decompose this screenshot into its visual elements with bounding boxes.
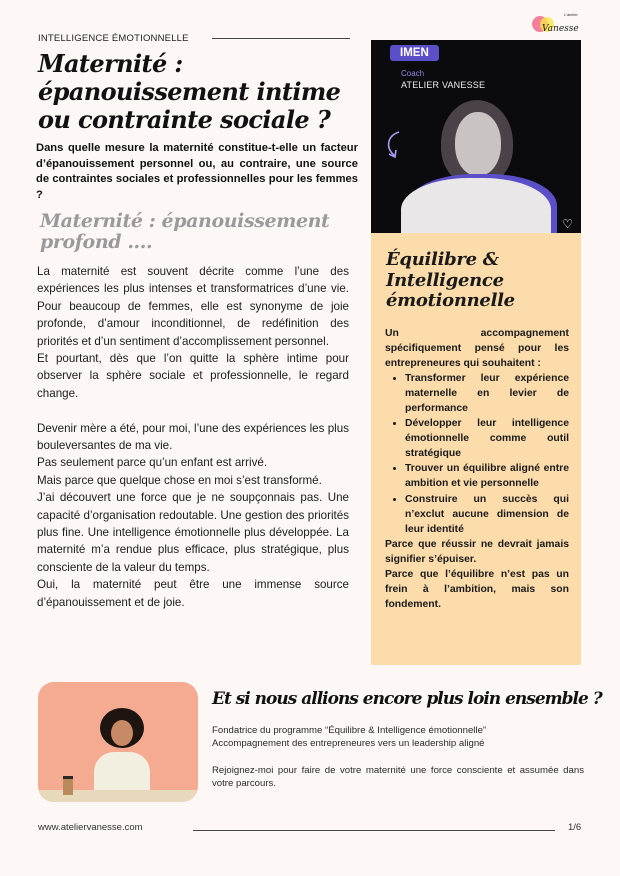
website-link[interactable]: www.ateliervanesse.com <box>38 822 143 833</box>
paragraph: Et pourtant, dès que l’on quitte la sphère intime pour observer la sphère sociale et professionnelle, le regard change. <box>37 352 349 400</box>
benefit-item: • Transformer leur expérience maternelle en levier de performance <box>405 371 569 416</box>
benefit-list <box>385 371 569 537</box>
paragraph: Mais parce que quelque chose en moi s’est transformé. <box>37 473 322 487</box>
program-card <box>371 233 581 665</box>
cta-line: Accompagnement des entrepreneures vers un leadership aligné <box>212 738 485 750</box>
cta-gap <box>212 750 584 763</box>
coach-photo <box>371 40 581 233</box>
heart-icon[interactable]: ♡ <box>562 217 573 231</box>
paragraph-gap <box>37 402 349 419</box>
coach-brand: ATELIER VANESSE <box>401 80 486 90</box>
cta-section <box>212 688 602 790</box>
curved-arrow-icon <box>383 130 405 160</box>
paragraph: J’ai découvert une force que je ne soupçonnais pas. Une capacité d’organisation redoutable. Une gestion des priorités plus fine. Une intelligence émotionnelle plus développée. La maternité m’a rendue plus efficace, plus stratégique, plus consciente de la valeur du temps. <box>37 491 349 574</box>
logo-small-text: L'atelier <box>564 12 578 17</box>
paragraph: Pas seulement parce qu’un enfant est arrivé. <box>37 456 268 470</box>
left-column <box>36 50 358 611</box>
kicker-divider <box>212 38 350 39</box>
logo-script-text: Vanesse <box>542 24 579 34</box>
benefit-item: • Trouver un équilibre aligné entre ambition et vie personnelle <box>405 461 569 491</box>
meditation-image <box>38 682 198 802</box>
lead-question: Dans quelle mesure la maternité constitue-t-elle un facteur d’épanouissement personnel ou, au contraire, une source de contraintes sociales et professionnelles pour les femmes ? <box>36 142 358 201</box>
name-badge: IMEN <box>390 45 439 61</box>
cta-line: Rejoignez-moi pour faire de votre maternité une force consciente et assumée dans votre parcours. <box>212 764 584 789</box>
card-outro <box>385 537 569 612</box>
outro-line: Parce que l’équilibre n’est pas un frein à l’ambition, mais son fondement. <box>385 569 569 611</box>
footer-divider <box>193 830 555 831</box>
cta-text <box>212 724 584 790</box>
coach-role: Coach <box>401 69 425 78</box>
section-kicker: INTELLIGENCE ÉMOTIONNELLE <box>38 33 189 44</box>
outro-line: Parce que réussir ne devrait jamais signifier s’épuiser. <box>385 538 569 565</box>
card-intro: Un accompagnement spécifiquement pensé pour les entrepreneures qui souhaitent : <box>385 327 569 369</box>
brand-logo <box>530 12 590 38</box>
desk <box>38 790 198 802</box>
cta-title: Et si nous allions encore plus loin ensemble ? <box>212 689 602 709</box>
person-sweater <box>401 178 551 233</box>
article-body <box>36 263 349 611</box>
cta-line: Fondatrice du programme “Équilibre & Intelligence émotionnelle” <box>212 725 487 736</box>
page-title: Maternité : épanouissement intime ou contrainte sociale ? <box>38 49 341 134</box>
paragraph: La maternité est souvent décrite comme l’une des expériences les plus intenses et transformatrices d’une vie. Pour beaucoup de femmes, elle est synonyme de joie profonde, d’amour inconditionnel, de redéfinition des priorités et d’un sentiment d’accomplissement personnel. <box>37 265 349 348</box>
paragraph: Oui, la maternité peut être une immense source d’épanouissement et de joie. <box>37 578 349 609</box>
section-subtitle: Maternité : épanouissement profond .... <box>40 210 330 253</box>
benefit-item: • Construire un succès qui n’exclut aucune dimension de leur identité <box>405 492 569 537</box>
page-number: 1/6 <box>568 822 582 833</box>
person-face <box>455 112 501 176</box>
benefit-item: • Développer leur intelligence émotionnelle comme outil stratégique <box>405 416 569 461</box>
woman-face <box>111 720 133 746</box>
coffee-cup <box>63 776 73 795</box>
card-title: Équilibre & Intelligence émotionnelle <box>386 249 515 311</box>
paragraph: Devenir mère a été, pour moi, l’une des expériences les plus bouleversantes de ma vie. <box>37 421 349 453</box>
